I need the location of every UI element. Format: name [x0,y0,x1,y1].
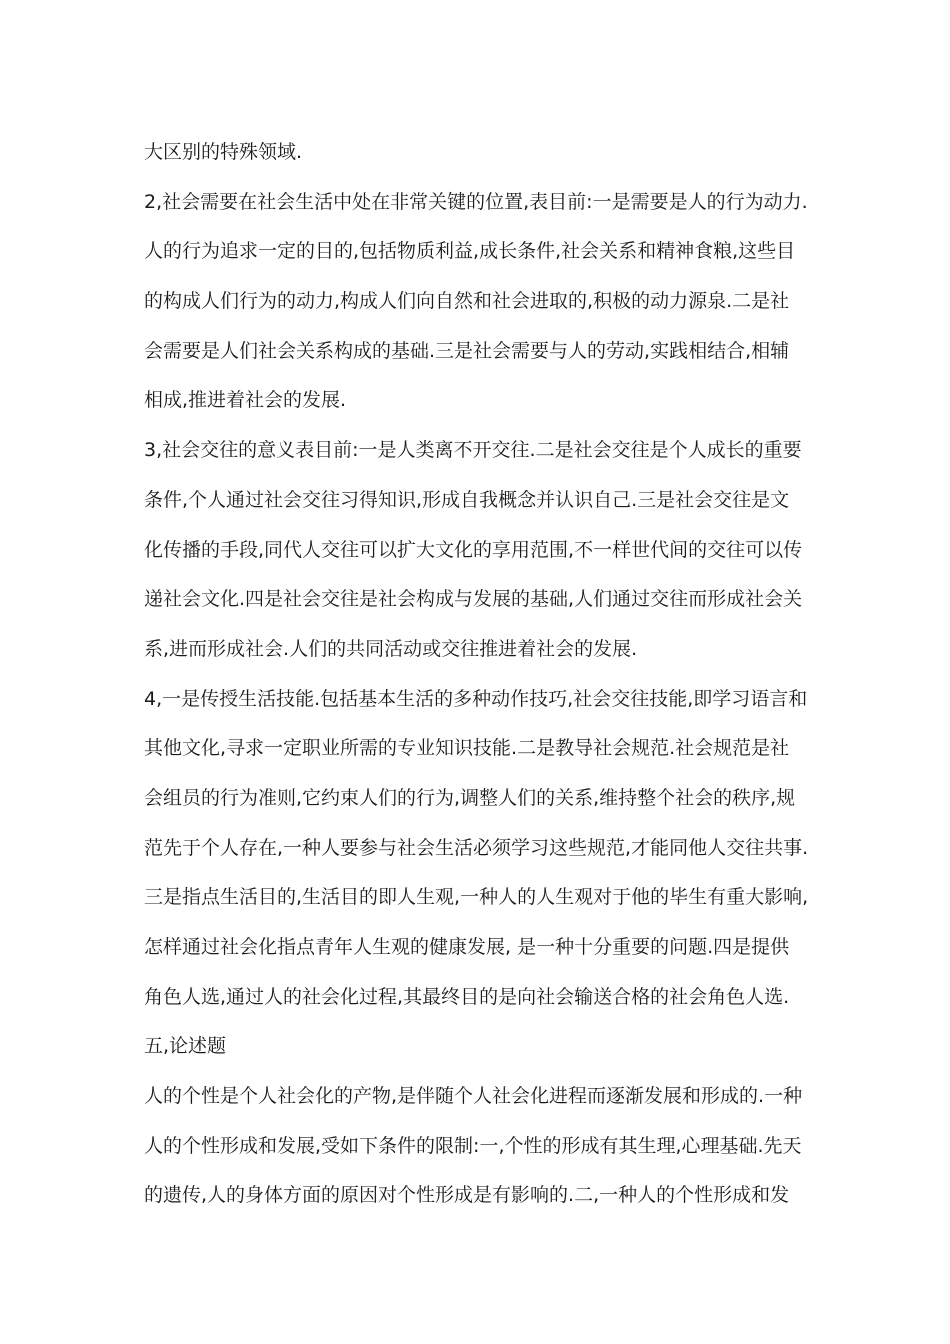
text-line: 范先于个人存在,一种人要参与社会生活必须学习这些规范,才能同他人交往共事. [144,836,809,859]
text-line: 递社会文化.四是社会交往是社会构成与发展的基础,人们通过交往而形成社会关 [144,588,803,611]
text-line: 3,社会交往的意义表目前:一是人类离不开交往.二是社会交往是个人成长的重要 [144,439,802,462]
text-line: 系,进而形成社会.人们的共同活动或交往推进着社会的发展. [144,637,638,660]
text-line: 人的个性形成和发展,受如下条件的限制:一,个性的形成有其生理,心理基础.先天 [144,1134,802,1157]
text-line: 会需要是人们社会关系构成的基础.三是社会需要与人的劳动,实践相结合,相辅 [144,339,790,362]
text-line: 三是指点生活目的,生活目的即人生观,一种人的人生观对于他的毕生有重大影响, [144,886,809,909]
text-line: 2,社会需要在社会生活中处在非常关键的位置,表目前:一是需要是人的行为动力. [144,190,808,213]
text-line: 的构成人们行为的动力,构成人们向自然和社会进取的,积极的动力源泉.二是社 [144,290,790,313]
text-line: 的遗传,人的身体方面的原因对个性形成是有影响的.二,一种人的个性形成和发 [144,1184,790,1207]
text-line: 怎样通过社会化指点青年人生观的健康发展, 是一种十分重要的问题.四是提供 [144,936,790,958]
text-line: 会组员的行为准则,它约束人们的行为,调整人们的关系,维持整个社会的秩序,规 [144,786,796,809]
text-line: 人的个性是个人社会化的产物,是伴随个人社会化进程而逐渐发展和形成的.一种 [144,1085,803,1108]
text-line: 其他文化,寻求一定职业所需的专业知识技能.二是教导社会规范.社会规范是社 [144,737,790,760]
text-line: 条件,个人通过社会交往习得知识,形成自我概念并认识自己.三是社会交往是文 [144,488,790,511]
text-line: 相成,推进着社会的发展. [144,389,347,412]
text-line: 大区别的特殊领域. [144,141,303,163]
text-line: 人的行为追求一定的目的,包括物质利益,成长条件,社会关系和精神食粮,这些目 [144,240,796,263]
document-body [144,134,824,1227]
section-heading: 五,论述题 [144,1035,227,1058]
text-line: 化传播的手段,同代人交往可以扩大文化的享用范围,不一样世代间的交往可以传 [144,538,803,561]
text-line: 4,一是传授生活技能.包括基本生活的多种动作技巧,社会交往技能,即学习语言和 [144,687,808,710]
text-line: 角色人选,通过人的社会化过程,其最终目的是向社会输送合格的社会角色人选. [144,985,790,1008]
